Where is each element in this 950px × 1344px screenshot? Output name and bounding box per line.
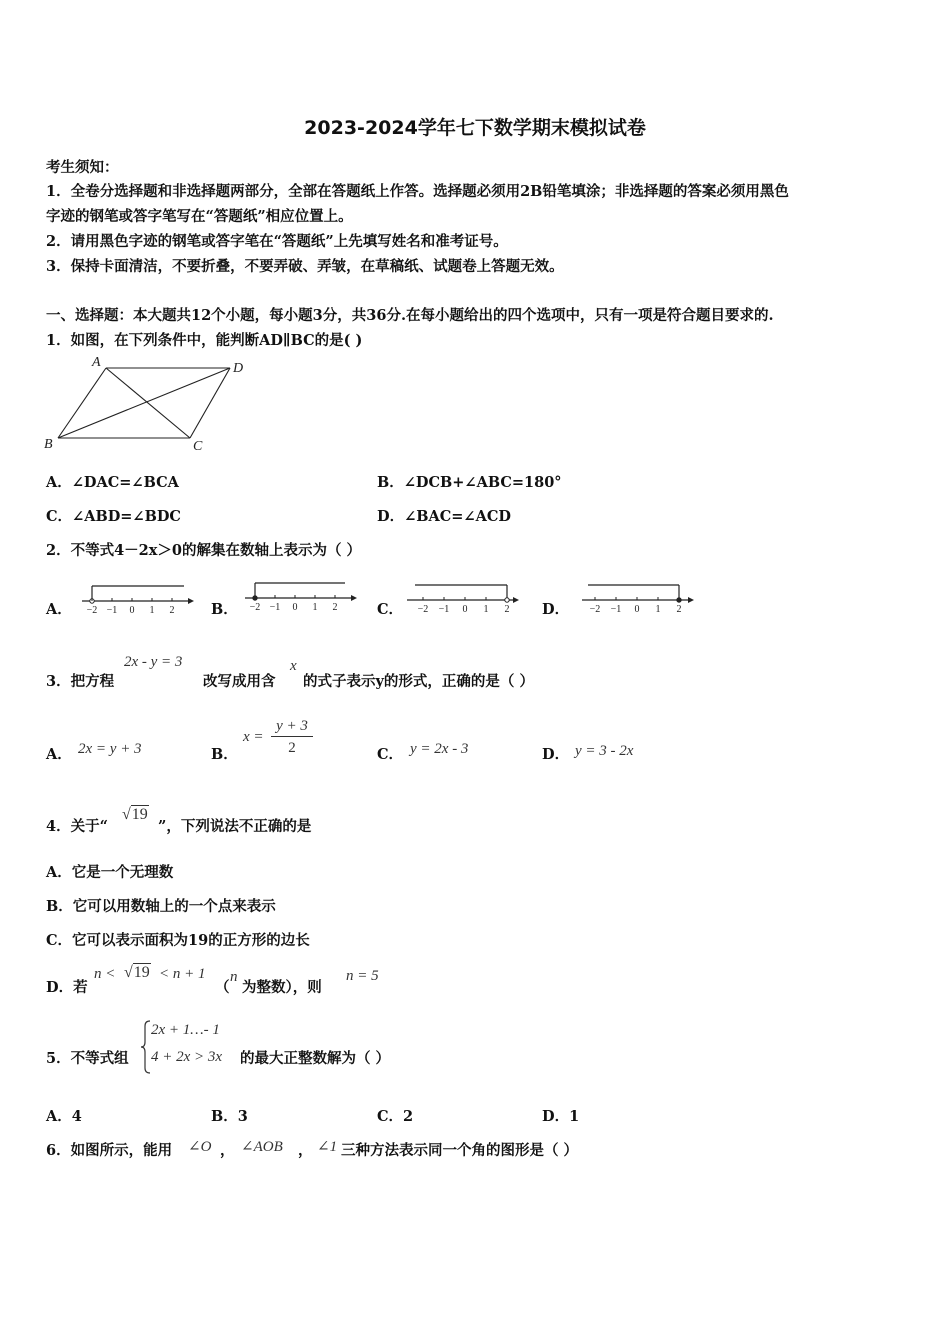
q5-stem-b: 的最大正整数解为（ ）: [240, 1050, 391, 1067]
q3-option-c-label: C．: [377, 746, 404, 763]
q4-option-c: C．它可以表示面积为19的正方形的边长: [46, 932, 310, 949]
q4-radical: √19: [122, 806, 148, 823]
q4-option-a: A．它是一个无理数: [46, 864, 174, 881]
page-title: 2023-2024学年七下数学期末模拟试卷: [304, 117, 646, 139]
vertex-label-c: C: [193, 439, 203, 454]
q3-stem-c: 的式子表示y的形式，正确的是（ ）: [303, 673, 534, 690]
tick-label: −1: [106, 605, 118, 615]
tick-label: −2: [249, 602, 261, 612]
number-line-d: [580, 576, 700, 614]
q5-option-b: B．3: [211, 1108, 248, 1125]
q4-option-d-c: 为整数），则: [242, 979, 322, 996]
q3-option-b-lhs: x =: [243, 729, 264, 745]
tick-label: 0: [292, 602, 298, 612]
q1-option-a: A．∠DAC=∠BCA: [46, 474, 179, 491]
q5-option-a: A．4: [46, 1108, 82, 1125]
tick-label: 2: [676, 604, 682, 614]
fraction-numerator: y + 3: [271, 716, 313, 737]
q4-option-d-radical: √19: [124, 964, 150, 981]
radicand: 19: [131, 806, 148, 823]
q4-option-d-ineq-left: n <: [94, 966, 116, 982]
tick-label: 2: [504, 604, 510, 614]
q6-angle-1: ∠1: [317, 1139, 338, 1155]
q5-option-d: D．1: [542, 1108, 580, 1125]
q2-option-d-label: D．: [542, 601, 570, 618]
tick-label: 0: [129, 605, 135, 615]
tick-label: −1: [269, 602, 281, 612]
number-line-b: [243, 574, 363, 612]
notice-line-1a: 1．全卷分选择题和非选择题两部分，全部在答题纸上作答。选择题必须用2B铅笔填涂；非选择题的答案必须用黑色: [46, 183, 789, 200]
tick-label: −2: [86, 605, 98, 615]
q6-stem-a: 6．如图所示，能用: [46, 1142, 173, 1159]
q3-option-c-math: y = 2x - 3: [410, 741, 469, 757]
tick-label: 0: [634, 604, 640, 614]
q2-option-b-label: B．: [211, 601, 238, 618]
vertex-label-d: D: [233, 361, 244, 376]
q6-angle-o: ∠O: [188, 1139, 212, 1155]
tick-label: 2: [332, 602, 338, 612]
q4-option-d-eq: n = 5: [346, 968, 379, 984]
q3-stem-b: 改写成用含: [203, 673, 276, 690]
tick-label: −2: [417, 604, 429, 614]
q3-option-b-fraction: [271, 716, 313, 759]
vertex-label-a: A: [92, 355, 101, 370]
q4-option-d-b: （: [215, 979, 230, 996]
q4-stem-b: ”，下列说法不正确的是: [158, 818, 312, 835]
q3-option-a-math: 2x = y + 3: [78, 741, 142, 757]
number-line-c: [405, 576, 525, 614]
tick-label: 1: [312, 602, 318, 612]
q5-system-row-1: 2x + 1…- 1: [151, 1022, 220, 1038]
tick-label: −2: [589, 604, 601, 614]
q3-option-a-label: A．: [46, 746, 72, 763]
q3-stem-a: 3．把方程: [46, 673, 115, 690]
q3-option-b-label: B．: [211, 746, 238, 763]
q4-option-d-ineq-right: < n + 1: [159, 966, 206, 982]
q3-var-x: x: [290, 658, 297, 674]
q1-option-b: B．∠DCB+∠ABC=180°: [377, 474, 562, 491]
q2-stem: 2．不等式4－2x＞0的解集在数轴上表示为（ ）: [46, 542, 362, 559]
q4-option-d-a: D．若: [46, 979, 88, 996]
notice-heading: 考生须知：: [46, 159, 119, 176]
q6-angle-aob: ∠AOB: [241, 1139, 283, 1155]
q1-option-c: C．∠ABD=∠BDC: [46, 508, 181, 525]
q5-stem-a: 5．不等式组: [46, 1050, 129, 1067]
radicand: 19: [133, 964, 150, 981]
q5-system-row-2: 4 + 2x > 3x: [151, 1049, 223, 1065]
number-line-a: [80, 577, 200, 615]
tick-label: 1: [483, 604, 489, 614]
q6-sep-1: ，: [220, 1142, 235, 1159]
vertex-label-b: B: [44, 437, 53, 452]
tick-label: 2: [169, 605, 175, 615]
tick-label: 1: [149, 605, 155, 615]
fraction-denominator: 2: [288, 740, 296, 756]
q4-option-d-n: n: [230, 969, 238, 985]
tick-label: 1: [655, 604, 661, 614]
section-heading: 一、选择题：本大题共12个小题，每小题3分，共36分.在每小题给出的四个选项中，只有一项是符合题目要求的.: [46, 307, 774, 324]
q1-parallelogram-figure: [40, 352, 260, 456]
notice-line-3: 3．保持卡面清洁，不要折叠，不要弄破、弄皱，在草稿纸、试题卷上答题无效。: [46, 258, 564, 275]
notice-line-1b: 字迹的钢笔或答字笔写在“答题纸”相应位置上。: [46, 208, 353, 225]
q1-stem: 1．如图，在下列条件中，能判断AD∥BC的是( ): [46, 332, 363, 349]
tick-label: −1: [610, 604, 622, 614]
q2-option-a-label: A．: [46, 601, 72, 618]
q5-option-c: C．2: [377, 1108, 414, 1125]
q4-option-b: B．它可以用数轴上的一个点来表示: [46, 898, 276, 915]
tick-label: 0: [462, 604, 468, 614]
q3-equation: 2x - y = 3: [124, 654, 183, 670]
tick-label: −1: [438, 604, 450, 614]
q4-stem-a: 4．关于“: [46, 818, 108, 835]
q1-option-d: D．∠BAC=∠ACD: [377, 508, 511, 525]
q3-option-d-math: y = 3 - 2x: [575, 743, 634, 759]
q6-sep-2: ，: [298, 1142, 313, 1159]
notice-line-2: 2．请用黑色字迹的钢笔或答字笔在“答题纸”上先填写姓名和准考证号。: [46, 233, 508, 250]
q6-stem-b: 三种方法表示同一个角的图形是（ ）: [341, 1142, 579, 1159]
q2-option-c-label: C．: [377, 601, 404, 618]
q3-option-d-label: D．: [542, 746, 570, 763]
